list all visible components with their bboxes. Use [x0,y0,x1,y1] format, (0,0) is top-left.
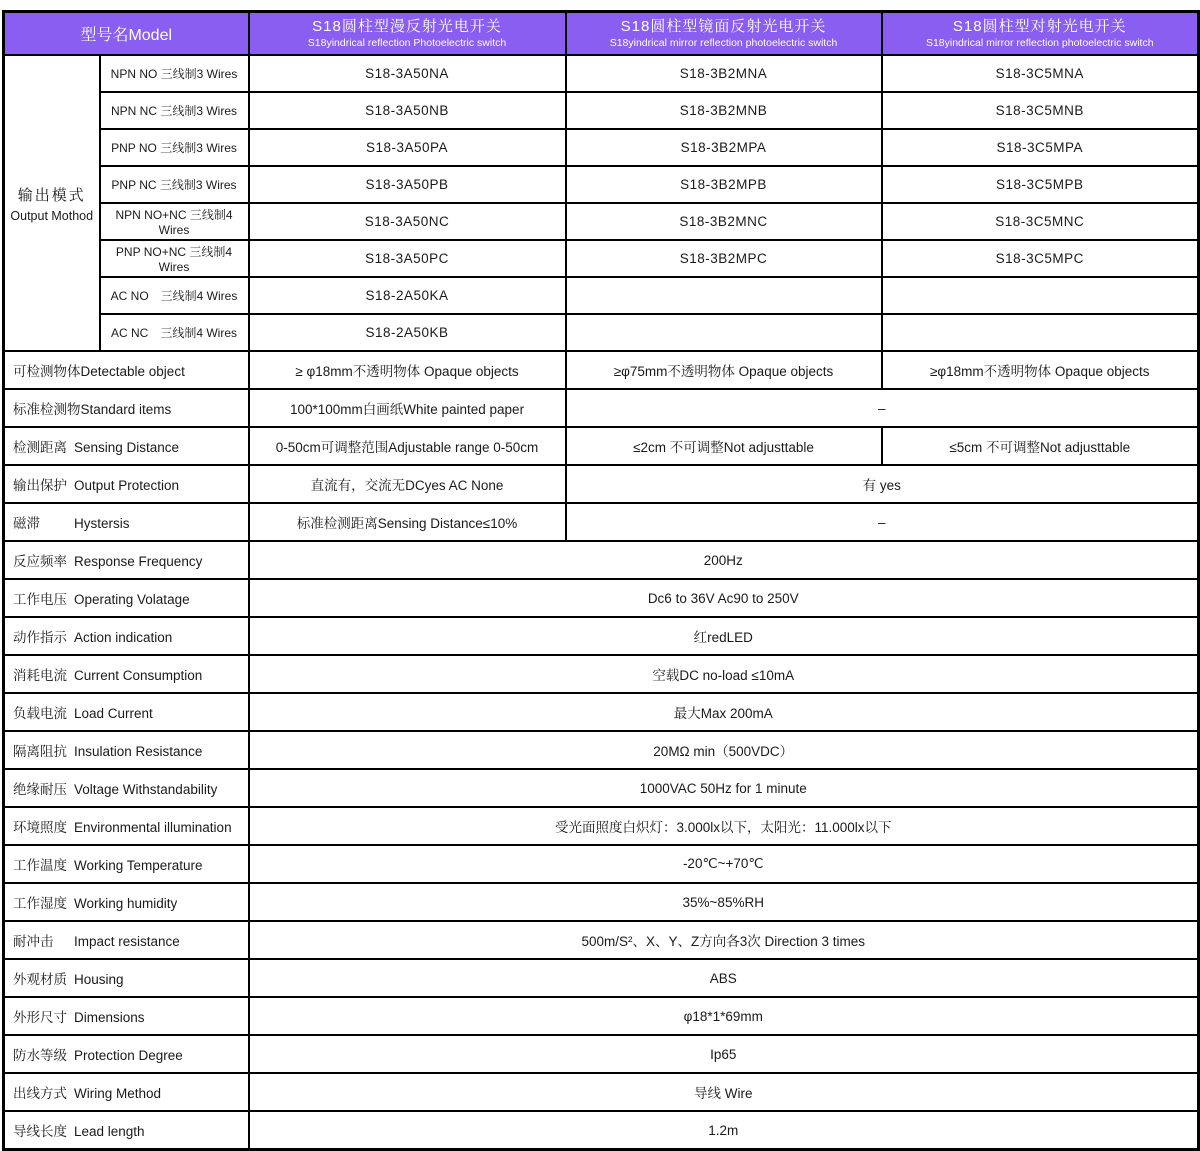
model-number-cell: S18-3A50NB [249,92,566,129]
model-number-cell: S18-3B2MNC [566,203,882,240]
spec-label-cn: 标准检测物 [13,401,81,417]
wiring-type-cell: NPN NO+NC 三线制4 Wires [100,203,249,240]
spec-label-cn: 绝缘耐压 [13,781,67,797]
table-body [4,55,1199,1150]
spec-value-cell: 直流有，交流无DCyes AC None [249,465,566,503]
spec-label-cell [4,1111,249,1150]
spec-value-cell: – [566,503,1199,541]
model-number-cell: S18-3A50NA [249,55,566,92]
spec-value-cell: 红redLED [249,617,1199,655]
product-title-en: S18yindrical mirror reflection photoelectric switch [925,37,1154,50]
spec-label-cn: 出线方式 [13,1085,67,1101]
model-number-cell: S18-3A50PA [249,129,566,166]
wiring-type-cell: NPN NO 三线制3 Wires [100,55,249,92]
product-title-cn: S18圆柱型漫反射光电开关 [312,17,502,35]
spec-label-en: Sensing Distance [74,439,180,455]
spec-label-cn: 动作指示 [13,629,67,645]
spec-value-cell: 500m/S²、X、Y、Z方向各3次 Direction 3 times [249,921,1199,959]
spec-label-cn: 反应频率 [13,553,67,569]
spec-label-cn: 防水等级 [13,1047,67,1063]
spec-label-cn: 隔离阻抗 [13,743,67,759]
output-mode-label-en: Output Mothod [10,208,94,223]
spec-label-cell [4,731,249,769]
spec-label-en: Dimensions [74,1009,145,1025]
spec-label-cn: 工作温度 [13,857,67,873]
spec-value-cell: 200Hz [249,541,1199,579]
spec-label-cell [4,655,249,693]
spec-value-cell: 0-50cm可调整范围Adjustable range 0-50cm [249,427,566,465]
model-number-cell: S18-3C5MPB [882,166,1199,203]
product-title-en: S18yindrical reflection Photoelectric switch [307,37,507,50]
spec-label-en: Housing [74,971,124,987]
product-column-header [566,12,882,56]
wiring-type-cell: AC NC 三线制4 Wires [100,314,249,351]
spec-value-cell: Dc6 to 36V Ac90 to 250V [249,579,1199,617]
spec-value-cell: 标准检测距离Sensing Distance≤10% [249,503,566,541]
spec-value-cell: ≤5cm 不可调整Not adjusttable [882,427,1199,465]
spec-label-en: Operating Volatage [74,591,190,607]
spec-value-cell: ≥φ18mm不透明物体 Opaque objects [882,351,1199,389]
spec-table [2,10,1200,1151]
spec-label-cell [4,769,249,807]
spec-label-cell [4,617,249,655]
spec-label-cn: 工作湿度 [13,895,67,911]
model-number-cell [566,314,882,351]
product-column-header [882,12,1199,56]
spec-label-en: Standard items [80,401,172,417]
model-number-cell: S18-3C5MPC [882,240,1199,277]
spec-value-cell: ABS [249,959,1199,997]
spec-label-cn: 耐冲击 [13,933,54,949]
spec-label-cell [4,845,249,883]
product-title-cn: S18圆柱型对射光电开关 [952,17,1127,35]
model-number-cell: S18-3C5MNB [882,92,1199,129]
spec-label-cell [4,997,249,1035]
spec-label-cell [4,1073,249,1111]
spec-label-cn: 外形尺寸 [13,1009,67,1025]
spec-label-en: Environmental illumination [74,819,232,835]
spec-value-cell: 受光面照度白炽灯：3.000lx以下，太阳光：11.000lx以下 [249,807,1199,845]
spec-value-cell: 1000VAC 50Hz for 1 minute [249,769,1199,807]
model-number-cell: S18-3A50NC [249,203,566,240]
product-title-en: S18yindrical mirror reflection photoelectric switch [609,37,838,50]
spec-label-en: Response Frequency [74,553,203,569]
spec-value-cell: 导线 Wire [249,1073,1199,1111]
spec-label-cell [4,807,249,845]
model-number-cell: S18-3B2MPB [566,166,882,203]
spec-value-cell: 1.2m [249,1111,1199,1150]
spec-label-en: Working Temperature [74,857,203,873]
product-title-cn: S18圆柱型镜面反射光电开关 [620,17,827,35]
wiring-type-cell: PNP NO 三线制3 Wires [100,129,249,166]
product-column-header [249,12,566,56]
wiring-type-cell: PNP NO+NC 三线制4 Wires [100,240,249,277]
spec-label-cn: 输出保护 [13,477,67,493]
spec-label-en: Hystersis [74,515,130,531]
spec-label-cell [4,351,249,389]
output-mode-label-cn: 输出模式 [17,186,86,204]
spec-label-en: Wiring Method [74,1085,162,1101]
model-number-cell: S18-2A50KB [249,314,566,351]
model-number-cell: S18-3B2MPC [566,240,882,277]
spec-label-cn: 消耗电流 [13,667,67,683]
spec-label-cn: 负载电流 [13,705,67,721]
spec-label-cell [4,921,249,959]
wiring-type-cell: PNP NC 三线制3 Wires [100,166,249,203]
spec-label-cn: 外观材质 [13,971,67,987]
spec-label-en: Output Protection [74,477,180,493]
spec-label-en: Voltage Withstandability [74,781,218,797]
spec-label-cell [4,503,249,541]
spec-value-cell: ≥ φ18mm不透明物体 Opaque objects [249,351,566,389]
spec-value-cell: Ip65 [249,1035,1199,1073]
model-number-cell: S18-3C5MNA [882,55,1199,92]
model-header-cell: 型号名Model [4,12,249,56]
spec-value-cell: 20MΩ min（500VDC） [249,731,1199,769]
spec-label-en: Working humidity [74,895,178,911]
spec-label-cn: 磁滞 [13,515,40,531]
model-number-cell: S18-3B2MPA [566,129,882,166]
wiring-type-cell: NPN NC 三线制3 Wires [100,92,249,129]
spec-value-cell: 100*100mm白画纸White painted paper [249,389,566,427]
spec-label-cn: 导线长度 [13,1123,67,1139]
wiring-type-cell: AC NO 三线制4 Wires [100,277,249,314]
spec-label-cell [4,389,249,427]
output-mode-label-cell [4,55,100,351]
spec-label-en: Insulation Resistance [74,743,203,759]
model-number-cell [882,277,1199,314]
spec-label-en: Load Current [74,705,153,721]
model-number-cell: S18-3A50PB [249,166,566,203]
spec-label-cell [4,1035,249,1073]
spec-label-en: Lead length [74,1123,145,1139]
spec-value-cell: φ18*1*69mm [249,997,1199,1035]
spec-label-en: Detectable object [80,363,185,379]
model-number-cell: S18-2A50KA [249,277,566,314]
model-number-cell [566,277,882,314]
model-number-cell: S18-3A50PC [249,240,566,277]
spec-label-cell [4,465,249,503]
spec-label-cn: 环境照度 [13,819,67,835]
model-number-cell: S18-3C5MPA [882,129,1199,166]
spec-label-en: Impact resistance [74,933,180,949]
spec-label-cell [4,579,249,617]
spec-value-cell: 空载DC no-load ≤10mA [249,655,1199,693]
spec-value-cell: ≤2cm 不可调整Not adjusttable [566,427,882,465]
spec-value-cell: 35%~85%RH [249,883,1199,921]
spec-label-en: Protection Degree [74,1047,183,1063]
spec-label-cell [4,883,249,921]
spec-value-cell: -20℃~+70℃ [249,845,1199,883]
model-number-cell [882,314,1199,351]
spec-label-cell [4,427,249,465]
spec-label-cn: 可检测物体 [13,363,81,379]
spec-label-cell [4,693,249,731]
model-number-cell: S18-3B2MNA [566,55,882,92]
spec-label-cn: 工作电压 [13,591,67,607]
spec-label-cell [4,541,249,579]
spec-value-cell: 最大Max 200mA [249,693,1199,731]
model-number-cell: S18-3C5MNC [882,203,1199,240]
spec-label-en: Current Consumption [74,667,203,683]
spec-value-cell: ≥φ75mm不透明物体 Opaque objects [566,351,882,389]
spec-label-cn: 检测距离 [13,439,67,455]
spec-value-cell: 有 yes [566,465,1199,503]
spec-value-cell: – [566,389,1199,427]
spec-label-en: Action indication [74,629,173,645]
spec-label-cell [4,959,249,997]
table-head [4,12,1199,56]
model-number-cell: S18-3B2MNB [566,92,882,129]
